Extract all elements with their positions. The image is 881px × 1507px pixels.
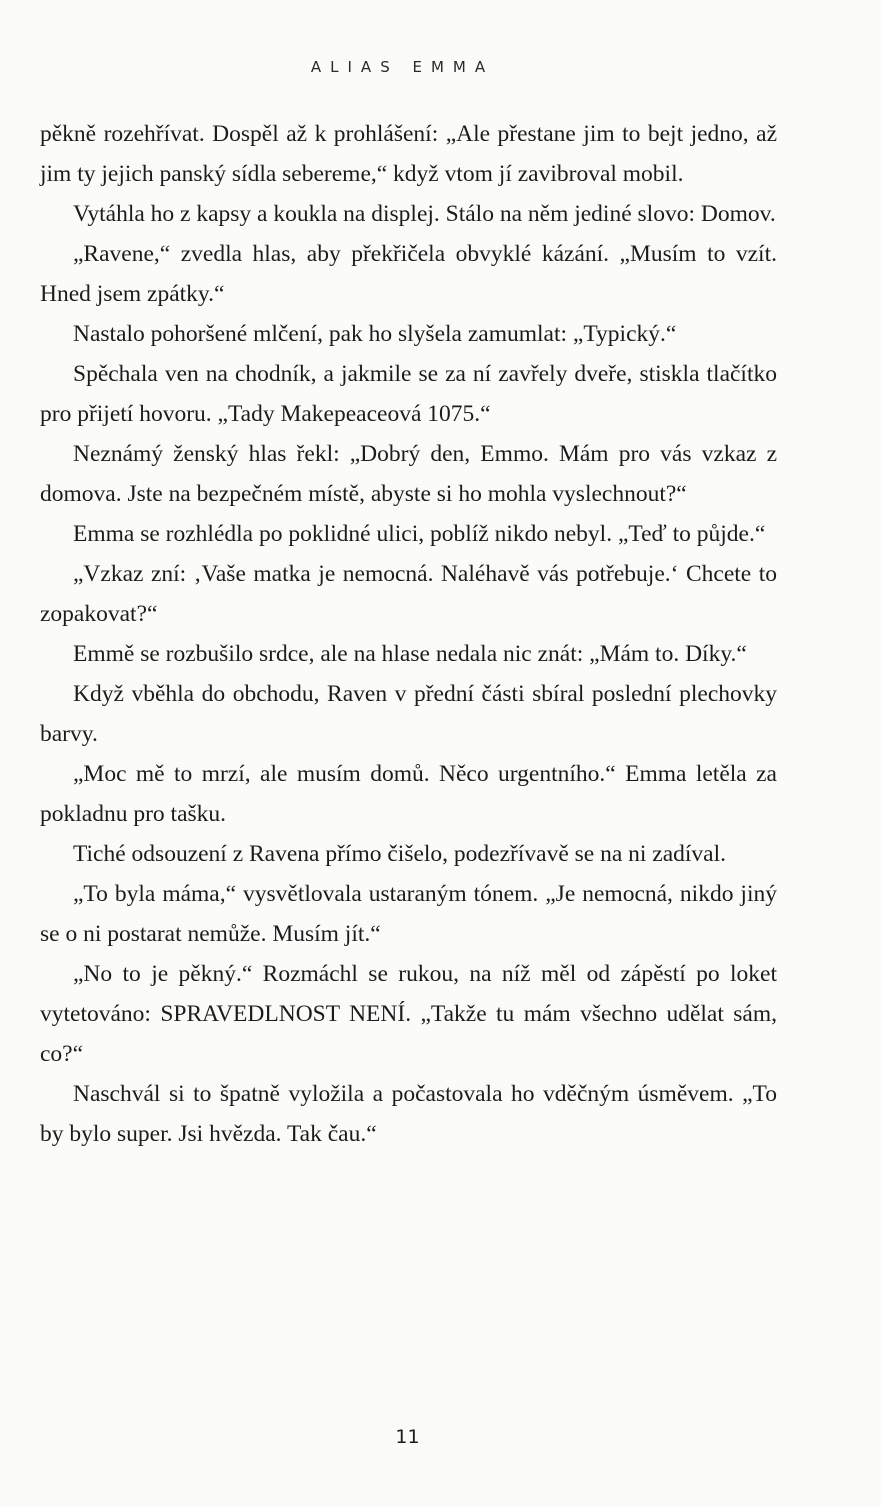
paragraph: Naschvál si to špatně vyložila a počastovala ho vděčným úsměvem. „To by bylo super. Jsi hvězda. Tak čau.“ (40, 1081, 777, 1147)
paragraph: Neznámý ženský hlas řekl: „Dobrý den, Emmo. Mám pro vás vzkaz z domova. Jste na bezpečném místě, abyste si ho mohla vyslechnout?“ (40, 441, 777, 507)
body-text (40, 114, 777, 1154)
paragraph: Spěchala ven na chodník, a jakmile se za ní zavřely dveře, stiskla tlačítko pro přijetí hovoru. „Tady Makepeaceová 1075.“ (40, 361, 777, 427)
paragraph: „Vzkaz zní: ‚Vaše matka je nemocná. Naléhavě vás potřebuje.‘ Chcete to zopakovat?“ (40, 561, 777, 627)
paragraph: „Ravene,“ zvedla hlas, aby překřičela obvyklé kázání. „Musím to vzít. Hned jsem zpátky.“ (40, 241, 777, 307)
running-head: ALIAS EMMA (310, 58, 495, 76)
paragraph: Vytáhla ho z kapsy a koukla na displej. Stálo na něm jediné slovo: Domov. (73, 201, 776, 227)
paragraph: pěkně rozehřívat. Dospěl až k prohlášení: „Ale přestane jim to bejt jedno, až jim ty jejich panský sídla sebereme,“ když vtom jí zavibroval mobil. (40, 121, 777, 187)
paragraph: Emma se rozhlédla po poklidné ulici, poblíž nikdo nebyl. „Teď to půjde.“ (73, 521, 766, 547)
paragraph: „No to je pěkný.“ Rozmáchl se rukou, na níž měl od zápěstí po loket vytetováno: SPRAVEDLNOST NENÍ. „Takže tu mám všechno udělat sám, co?“ (40, 961, 777, 1067)
page-number: 11 (395, 1426, 420, 1448)
paragraph: Tiché odsouzení z Ravena přímo čišelo, podezřívavě se na ni zadíval. (73, 841, 727, 867)
paragraph: Nastalo pohoršené mlčení, pak ho slyšela zamumlat: „Typický.“ (73, 321, 677, 347)
paragraph: Emmě se rozbušilo srdce, ale na hlase nedala nic znát: „Mám to. Díky.“ (73, 641, 747, 667)
paragraph: Když vběhla do obchodu, Raven v přední části sbíral poslední plechovky barvy. (40, 681, 777, 747)
paragraph: „To byla máma,“ vysvětlovala ustaraným tónem. „Je nemocná, nikdo jiný se o ni postarat nemůže. Musím jít.“ (40, 881, 777, 947)
paragraph: „Moc mě to mrzí, ale musím domů. Něco urgentního.“ Emma letěla za pokladnu pro tašku. (40, 761, 777, 827)
